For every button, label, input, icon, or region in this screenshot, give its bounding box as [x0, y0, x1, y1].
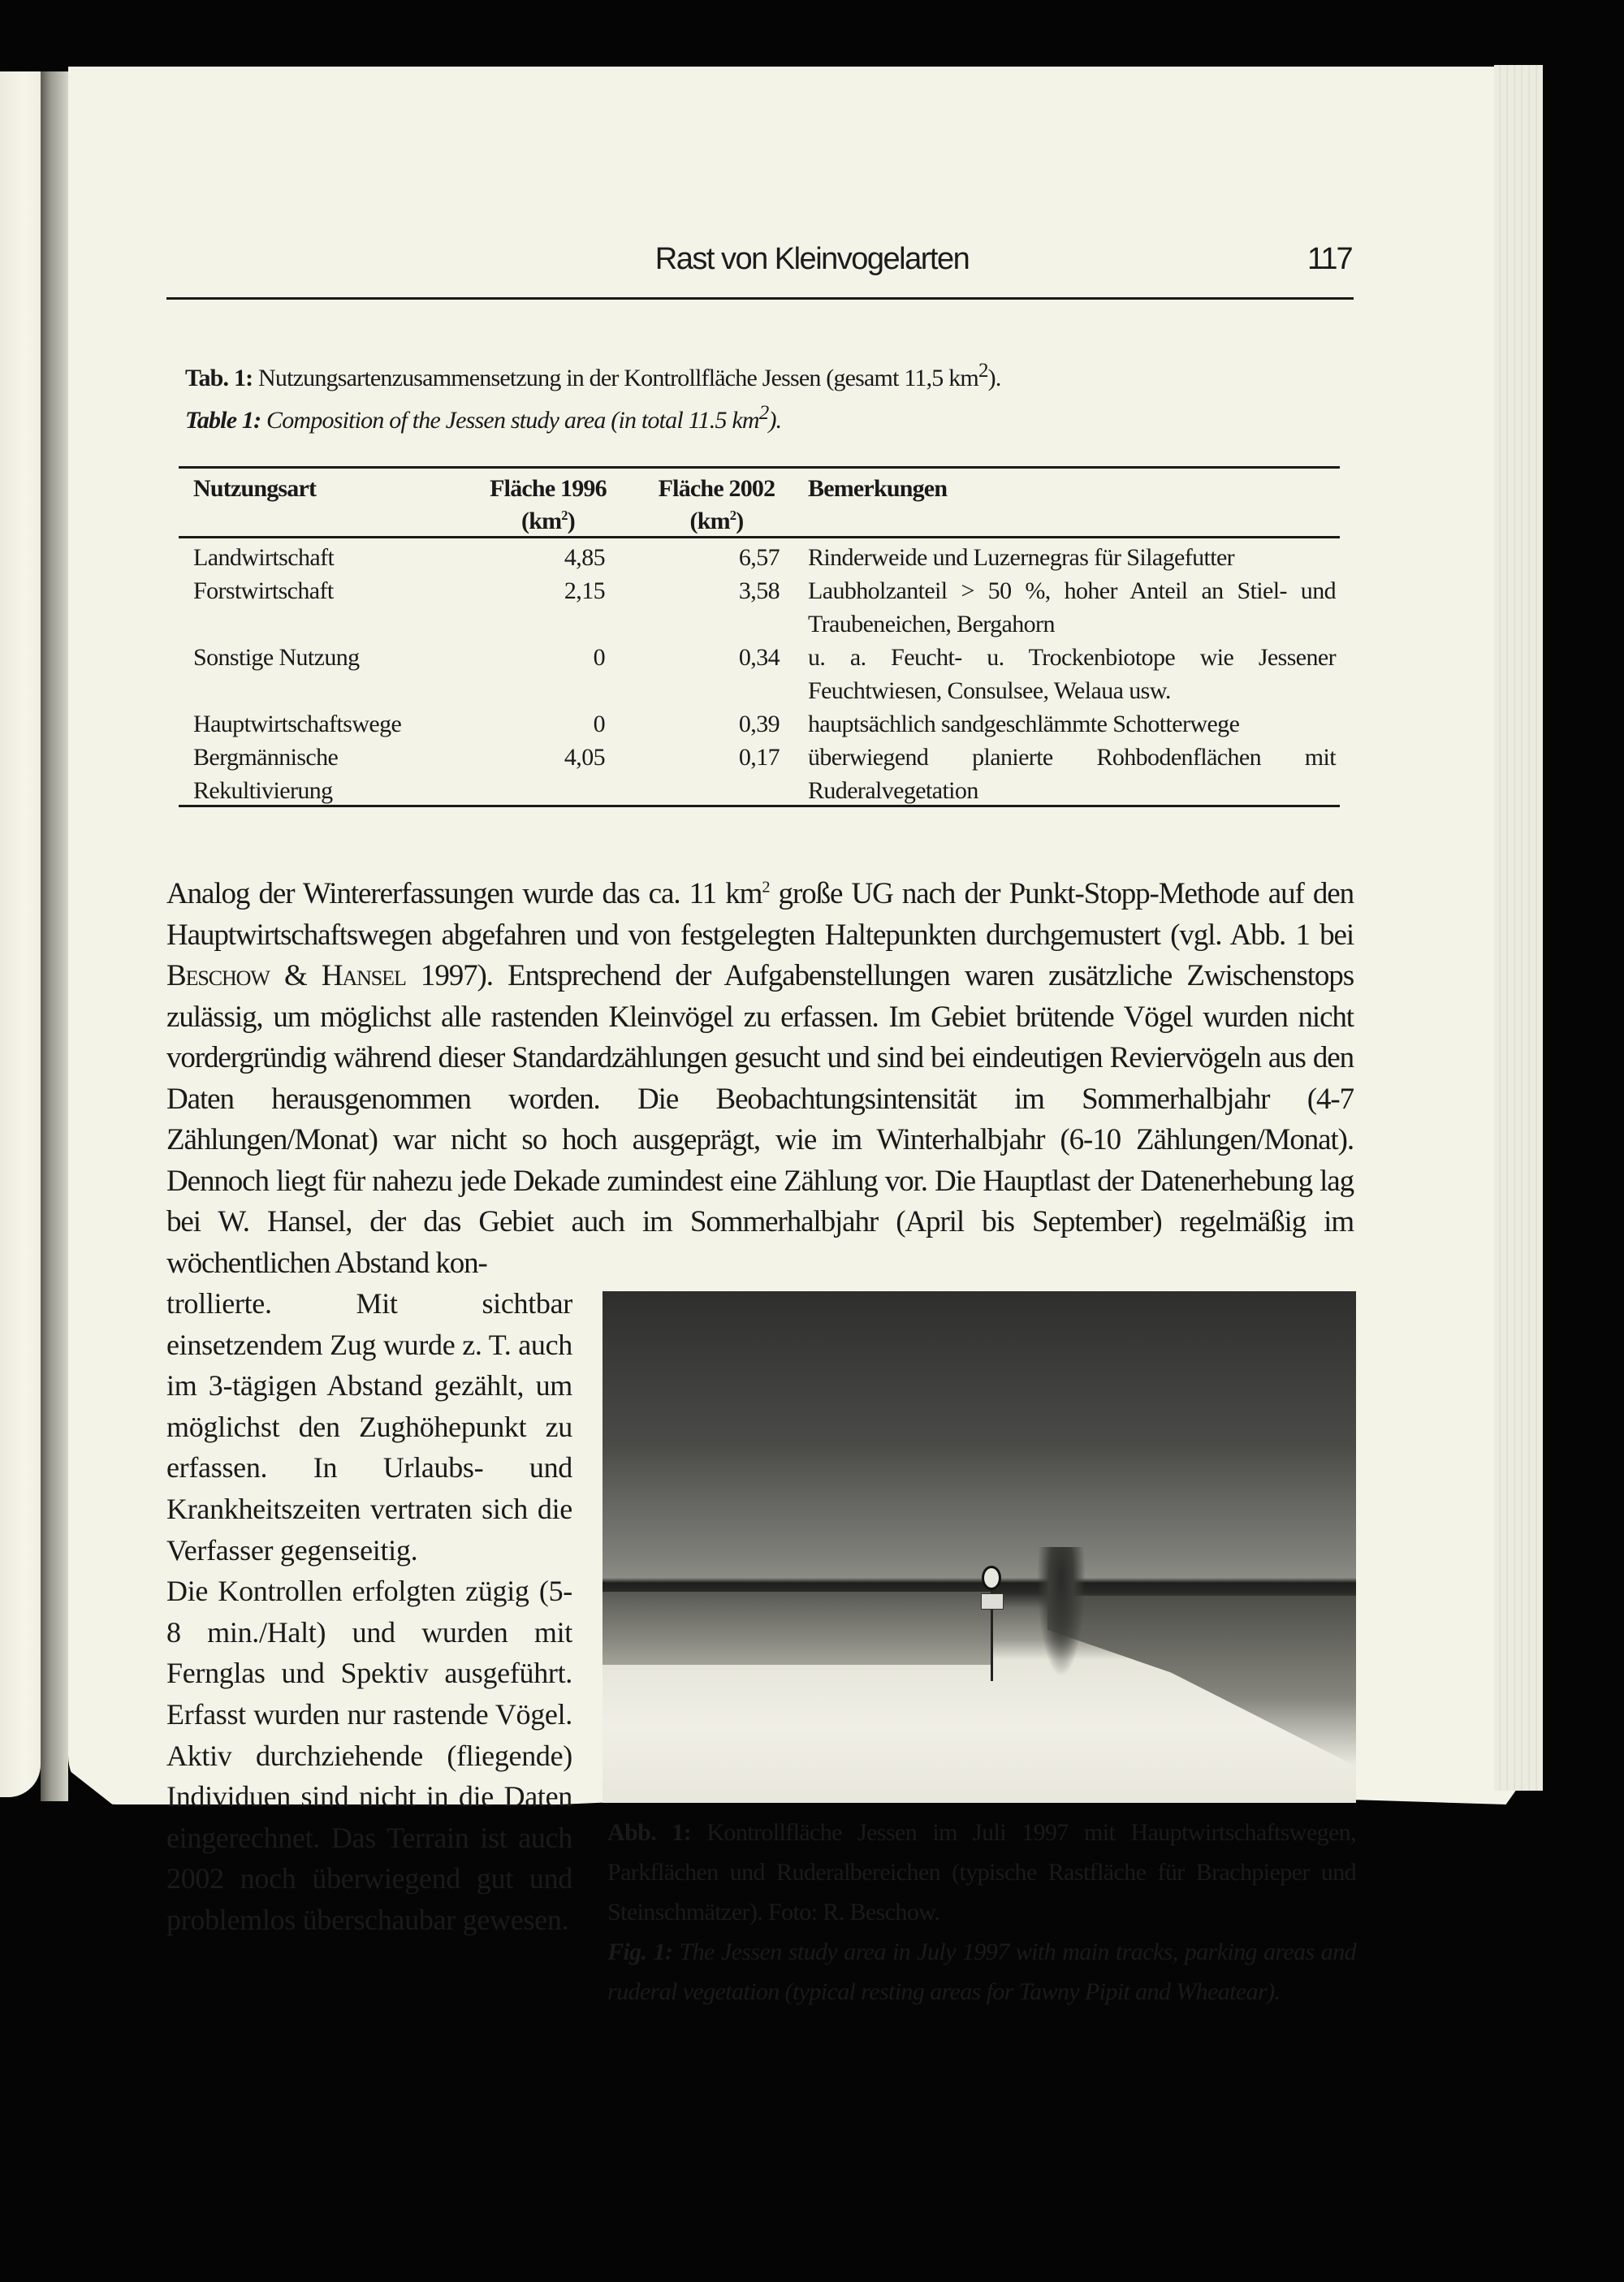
page-stack-edges [1494, 65, 1543, 1791]
ruderal-vegetation-right [1047, 1596, 1356, 1766]
body-left-column [166, 1283, 572, 1941]
cell-nutzungsart: Hauptwirtschaftswege [193, 711, 402, 737]
text-run: 1997). Entsprechend der Aufgabenstellungen waren zusätzliche Zwischenstops zulässig, um möglichst alle rastenden Kleinvögel zu erfassen. Im Gebiet brütende Vögel wurden nicht vordergründig während dieser Standardzählungen gesucht und sind bei eindeutigen Reviervögeln aus den Daten herausgenommen worden. Die Beobachtungsintensität im Sommerhalbjahr (4-7 Zählungen/Monat) war nicht so hoch ausgeprägt, wie im Winterhalbjahr (6-10 Zählungen/Monat). Dennoch liegt für nahezu jede Dekade zumindest eine Zählung vor. Die Hauptlast der Datenerhebung lag bei W. Hansel, der das Gebiet auch im Sommerhalbjahr (April bis September) regelmäßig im wöchentlichen Abstand kon- [166, 959, 1354, 1280]
unit-close: ) [567, 508, 575, 534]
table-caption-de-label: Tab. 1: [185, 365, 253, 391]
figure-caption [607, 1813, 1356, 2012]
cell-flaeche-1996: 4,85 [564, 544, 605, 571]
cell-flaeche-2002: 3,58 [738, 577, 780, 604]
caption-end: ). [768, 407, 782, 434]
cell-nutzungsart [193, 741, 338, 807]
cell-bemerkungen: Rinderweide und Luzernegras für Silagefutter [808, 544, 1235, 571]
table-bottom-rule [179, 805, 1340, 807]
unit-close: ) [736, 508, 744, 534]
cell-line: Bergmännische [193, 744, 339, 771]
cell-bemerkungen: überwiegend planierte Rohbodenflächen mit Ruderalvegetation [808, 744, 1336, 804]
header-rule [166, 297, 1354, 300]
traffic-sign-icon [982, 1566, 1001, 1590]
landscape-photo [603, 1291, 1356, 1803]
superscript: 2 [978, 360, 988, 382]
text-run: große UG nach der Punkt-Stopp-Methode auf den Hauptwirtschaftswegen abgefahren und von festgelegten Haltepunkten durchgemustert (vgl. Abb. 1 bei [166, 877, 1354, 952]
cell-flaeche-2002: 0,39 [738, 711, 780, 737]
facing-page-edge [0, 71, 41, 1797]
left-column-paragraph-2: Die Kontrollen erfolgten zügig (5-8 min./Halt) und wurden mit Fernglas und Spektiv ausgeführt. Erfasst wurden nur rastende Vögel. Aktiv durchziehende (fliegende) Individuen sind nicht in die Daten eingerechnet. Das Terrain ist auch 2002 noch überwiegend gut und problemlos überschaubar gewesen. [166, 1575, 572, 1936]
figure-caption-en [607, 1932, 1356, 2012]
figure-caption-de [607, 1813, 1356, 1932]
running-title: Rast von Kleinvogelarten [654, 242, 970, 276]
header-flaeche-2002 [641, 473, 792, 538]
cell-flaeche-1996: 2,15 [564, 577, 605, 604]
figure-text-en: The Jessen study area in July 1997 with main tracks, parking areas and ruderal vegetation (typical resting areas for Tawny Pipit and Wheatear). [607, 1938, 1356, 2005]
cell-bemerkungen: Laubholzanteil > 50 %, hoher Anteil an Stiel- und Traubeneichen, Bergahorn [808, 577, 1336, 637]
caption-end: ). [987, 365, 1001, 391]
cell-flaeche-1996: 0 [593, 711, 605, 737]
cell-line: Rekultivierung [193, 777, 333, 804]
cell-nutzungsart: Sonstige Nutzung [193, 644, 360, 671]
header-bemerkungen: Bemerkungen [808, 475, 948, 502]
superscript: 2 [729, 508, 736, 523]
text-run: & [269, 959, 322, 992]
figure-label-de: Abb. 1: [607, 1819, 692, 1846]
header-nutzungsart: Nutzungsart [193, 475, 317, 502]
figure-label-en: Fig. 1: [607, 1938, 673, 1965]
cell-flaeche-1996: 0 [593, 644, 605, 671]
unit: (km [521, 508, 562, 534]
body-paragraph-1 [166, 874, 1354, 1284]
text-run: Analog der Wintererfassungen wurde das ca. 11 km [166, 877, 762, 910]
header-unit [475, 505, 621, 538]
header-unit [641, 505, 792, 538]
table-caption-en-text: Composition of the Jessen study area (in total 11.5 km [266, 407, 759, 434]
sign-plate [981, 1593, 1004, 1610]
table-caption-de-text: Nutzungsartenzusammensetzung in der Kontrollfläche Jessen (gesamt 11,5 km [258, 365, 978, 391]
cell-bemerkungen: u. a. Feucht- u. Trockenbiotope wie Jessener Feuchtwiesen, Consulsee, Welaua usw. [808, 644, 1336, 704]
header-line: Fläche 2002 [658, 475, 775, 502]
superscript: 2 [561, 508, 568, 523]
cell-flaeche-2002: 0,34 [738, 644, 780, 671]
table-top-rule [179, 466, 1340, 469]
ruderal-vegetation-left [603, 1592, 992, 1665]
author-name: Hansel [321, 959, 406, 992]
figure-text-de: Kontrollfläche Jessen im Juli 1997 mit Hauptwirtschaftswegen, Parkflächen und Ruderalbereichen (typische Rastfläche für Brachpieper und Steinschmätzer). Foto: R. Beschow. [607, 1819, 1356, 1925]
cell-nutzungsart: Forstwirtschaft [193, 577, 334, 604]
unit: (km [689, 508, 730, 534]
table-caption-en-label: Table 1: [185, 407, 261, 434]
book-gutter [41, 71, 68, 1801]
tree-silhouette [1037, 1547, 1086, 1677]
table-caption-de [185, 360, 1001, 392]
table-caption-en [185, 402, 781, 434]
cell-flaeche-2002: 6,57 [738, 544, 780, 571]
page-number: 117 [1307, 242, 1352, 276]
superscript: 2 [762, 878, 770, 897]
author-name: Beschow [166, 959, 270, 992]
cell-flaeche-2002: 0,17 [738, 744, 780, 771]
left-column-paragraph-1: trollierte. Mit sichtbar einsetzendem Zug wurde z. T. auch im 3-tägigen Abstand gezählt, um möglichst den Zughöhepunkt zu erfassen. In Urlaubs- und Krankheitszeiten vertraten sich die Verfasser gegenseitig. [166, 1287, 572, 1567]
superscript: 2 [758, 402, 769, 424]
cell-bemerkungen: hauptsächlich sandgeschlämmte Schotterwege [808, 711, 1240, 737]
table-header-rule [179, 536, 1340, 538]
cell-nutzungsart: Landwirtschaft [193, 544, 335, 571]
cell-flaeche-1996: 4,05 [564, 744, 605, 771]
header-flaeche-1996 [475, 473, 621, 538]
header-line: Fläche 1996 [490, 475, 607, 502]
